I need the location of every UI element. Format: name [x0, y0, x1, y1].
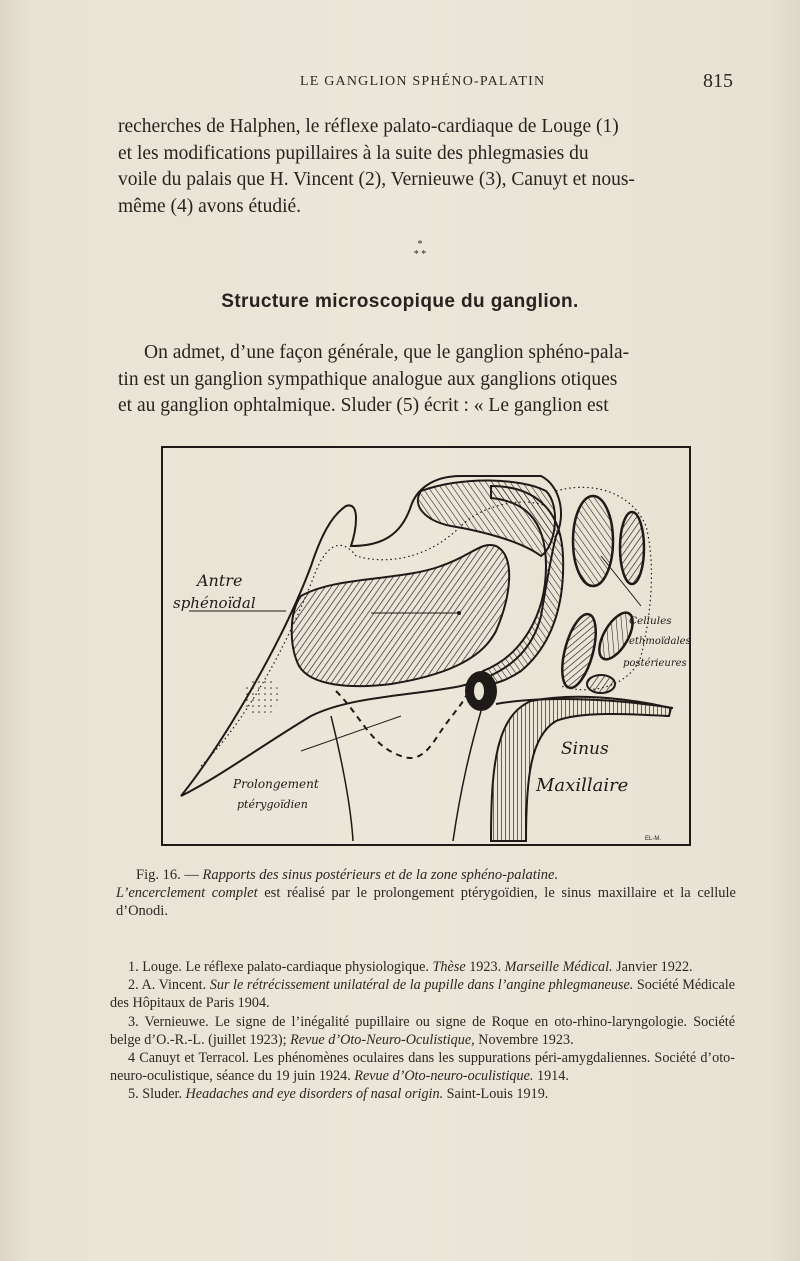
label-posterieures: postérieures: [623, 658, 687, 669]
sphenoid-sinus: [292, 545, 509, 686]
ganglion-core: [474, 682, 484, 700]
asterism-divider: [380, 240, 460, 260]
artist-signature: EL-M.: [645, 836, 662, 842]
footnote: [110, 1049, 735, 1085]
label-sphenoidal: sphénoïdal: [173, 594, 256, 612]
footnote: [110, 958, 735, 976]
footnote-text: Janvier 1922.: [612, 959, 693, 975]
ethmoid-cell: [620, 512, 644, 584]
footnote: [110, 1085, 735, 1103]
paragraph-intro: [118, 340, 738, 420]
section-heading: Structure microscopique du ganglion.: [221, 291, 579, 312]
footnote-number: 4: [128, 1050, 136, 1067]
label-maxillaire: Maxillaire: [536, 775, 629, 796]
footnote-italic: Headaches and eye disorders of nasal origin.: [185, 1086, 444, 1103]
footnote-italic: Sur le rétrécissement unilatéral de la pupille dans l’angine phlegmaneuse.: [209, 977, 634, 994]
ethmoid-cell: [573, 496, 613, 586]
pointer-dot: [457, 611, 461, 615]
caption-line-1: [116, 866, 736, 884]
text-line: On admet, d’une façon générale, que le ganglion sphéno-pala-: [144, 342, 630, 363]
asterism-top: *: [417, 239, 423, 250]
footnote-text: Vernieuwe. Le signe de l’inégalité pupillaire ou signe de Roque en oto-rhino-laryngologie. Société belge d’O.-R.-L. (juillet 1923);: [110, 1013, 735, 1048]
caption-text: est réalisé par le prolongement ptérygoïdien, le sinus maxillaire et la cellule d’Onodi.: [116, 885, 736, 919]
label-cellules: Cellules: [629, 615, 672, 627]
figure-caption: [116, 866, 736, 920]
footnote-number: 3.: [128, 1013, 139, 1030]
footnote-text: Novembre 1923.: [474, 1031, 574, 1048]
footnote-italic: Revue d’Oto-neuro-oculistique.: [354, 1068, 534, 1085]
anatomical-figure: [161, 446, 691, 846]
footnote: [110, 976, 735, 1012]
text-line: même (4) avons étudié.: [118, 195, 302, 217]
footnote-number: 2.: [128, 977, 139, 994]
text-line: recherches de Halphen, le réflexe palato-cardiaque de Louge (1): [118, 116, 619, 137]
text-line: et au ganglion ophtalmique. Sluder (5) écrit : « Le ganglion est: [118, 395, 609, 416]
footnote-text: 1923.: [465, 959, 505, 975]
caption-dash: —: [180, 867, 203, 883]
text-line: et les modifications pupillaires à la suite des phlegmasies du: [118, 142, 589, 164]
label-pterygoidien: ptérygoïdien: [237, 798, 308, 811]
label-prolongement: Prolongement: [233, 777, 319, 791]
footnote-italic: Marseille Médical.: [504, 959, 613, 975]
footnote-text: Saint-Louis 1919.: [443, 1086, 549, 1103]
figure-drawing: [161, 446, 691, 846]
running-title: LE GANGLION SPHÉNO-PALATIN: [300, 74, 546, 89]
ethmoid-cell: [587, 675, 615, 693]
footnote-italic: Revue d’Oto-Neuro-Oculistique,: [290, 1031, 475, 1048]
caption-emphasis: L’encerclement complet: [116, 885, 258, 901]
label-sinus: Sinus: [561, 739, 609, 759]
footnote-text: Canuyt et Terracol. Les phénomènes oculaires dans les suppurations péri-amygdaliennes. Société d’oto-neuro-oculistique, séance du 19 juin 1924.: [110, 1050, 735, 1085]
caption-title: Rapports des sinus postérieurs et de la zone sphéno-palatine.: [202, 867, 559, 883]
label-ethmoidales: ethmoïdales: [629, 636, 691, 647]
pterygoid-line: [331, 716, 353, 841]
pointer-prolong: [301, 716, 401, 751]
label-antre: Antre: [197, 571, 243, 590]
nerve-line: [453, 711, 481, 841]
footnote-text: Société Médicale des Hôpitaux de Paris 1904.: [110, 977, 736, 1012]
text-line: tin est un ganglion sympathique analogue aux ganglions otiques: [118, 368, 618, 390]
footnote-number: 5.: [128, 1086, 139, 1103]
paragraph-continuation: [118, 114, 738, 220]
stipple-region: [243, 676, 279, 716]
asterism-bottom: * *: [413, 249, 427, 260]
footnote-italic: Thèse: [432, 959, 466, 975]
footnote-text: Sluder.: [138, 1086, 186, 1103]
maxillary-sinus-wall: [491, 697, 671, 841]
page-header: [0, 70, 800, 94]
footnote: [110, 1013, 735, 1049]
page-number: 815: [703, 70, 733, 92]
text-line: voile du palais que H. Vincent (2), Vernieuwe (3), Canuyt et nous-: [118, 169, 635, 190]
footnote-text: Louge. Le réflexe palato-cardiaque physiologique.: [138, 959, 433, 975]
caption-line-2: [116, 884, 736, 920]
footnote-text: 1914.: [533, 1068, 569, 1085]
footnotes: [110, 958, 735, 1104]
footnote-number: 1.: [128, 959, 139, 975]
footnote-text: A. Vincent.: [138, 977, 210, 994]
fig-label: Fig. 16.: [136, 867, 181, 883]
